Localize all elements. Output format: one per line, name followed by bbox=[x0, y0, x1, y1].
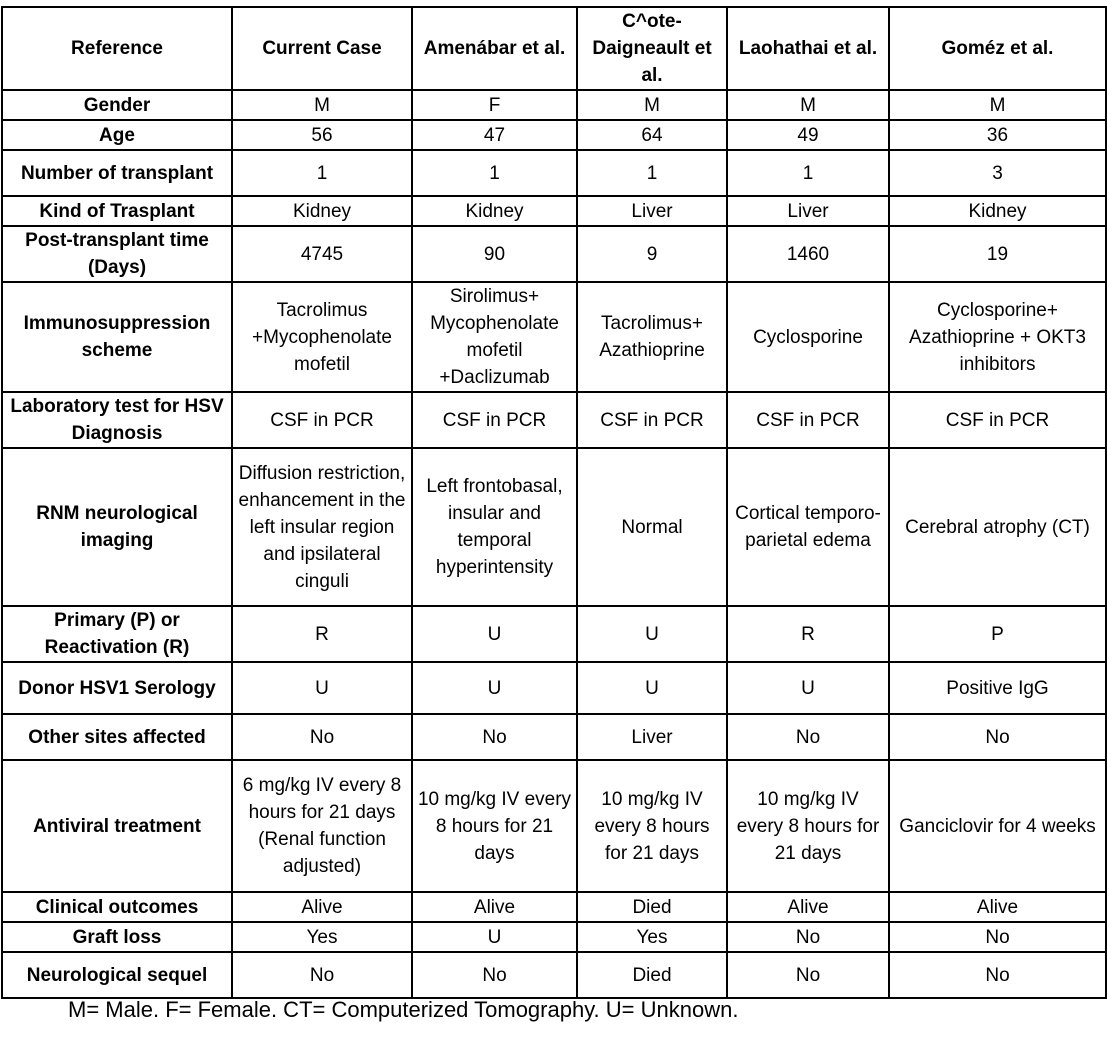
table-row bbox=[2, 662, 1106, 714]
column-header: Current Case bbox=[232, 7, 412, 90]
table-cell: R bbox=[232, 606, 412, 662]
table-cell: CSF in PCR bbox=[577, 392, 727, 448]
table-cell: Ganciclovir for 4 weeks bbox=[889, 760, 1106, 892]
table-cell: U bbox=[232, 662, 412, 714]
row-header: Neurological sequel bbox=[2, 952, 232, 998]
table-cell: Alive bbox=[232, 892, 412, 922]
table-cell: No bbox=[727, 952, 889, 998]
table-cell: 9 bbox=[577, 226, 727, 282]
table-cell: M bbox=[727, 90, 889, 120]
table-cell: 19 bbox=[889, 226, 1106, 282]
table-cell: No bbox=[889, 922, 1106, 952]
table-cell: CSF in PCR bbox=[889, 392, 1106, 448]
table-cell: 1 bbox=[232, 150, 412, 196]
table-cell: 47 bbox=[412, 120, 577, 150]
row-header: Post-transplant time (Days) bbox=[2, 226, 232, 282]
table-cell: Cyclosporine bbox=[727, 282, 889, 392]
table-cell: Died bbox=[577, 892, 727, 922]
column-header: Reference bbox=[2, 7, 232, 90]
row-header: Immunosuppression scheme bbox=[2, 282, 232, 392]
table-row bbox=[2, 90, 1106, 120]
table-cell: U bbox=[412, 606, 577, 662]
table-cell: No bbox=[727, 714, 889, 760]
row-header: Primary (P) or Reactivation (R) bbox=[2, 606, 232, 662]
table-cell: 90 bbox=[412, 226, 577, 282]
table-cell: Kidney bbox=[412, 196, 577, 226]
table-cell: Liver bbox=[577, 196, 727, 226]
table-row bbox=[2, 448, 1106, 606]
table-row bbox=[2, 282, 1106, 392]
table-cell: Yes bbox=[577, 922, 727, 952]
row-header: Antiviral treatment bbox=[2, 760, 232, 892]
row-header: Number of transplant bbox=[2, 150, 232, 196]
table-cell: Left frontobasal, insular and temporal hyperintensity bbox=[412, 448, 577, 606]
table-cell: 3 bbox=[889, 150, 1106, 196]
table-cell: U bbox=[577, 606, 727, 662]
table-cell: Cortical temporo-parietal edema bbox=[727, 448, 889, 606]
row-header: Clinical outcomes bbox=[2, 892, 232, 922]
table-cell: CSF in PCR bbox=[232, 392, 412, 448]
table-row bbox=[2, 226, 1106, 282]
table-cell: Tacrolimus +Mycophenolate mofetil bbox=[232, 282, 412, 392]
table-cell: No bbox=[727, 922, 889, 952]
table-cell: Cerebral atrophy (CT) bbox=[889, 448, 1106, 606]
column-header: C^ote-Daigneault et al. bbox=[577, 7, 727, 90]
column-header: Laohathai et al. bbox=[727, 7, 889, 90]
table-cell: 10 mg/kg IV every 8 hours for 21 days bbox=[412, 760, 577, 892]
table-cell: 36 bbox=[889, 120, 1106, 150]
table-cell: 49 bbox=[727, 120, 889, 150]
comparison-table bbox=[1, 6, 1107, 999]
table-cell: M bbox=[232, 90, 412, 120]
row-header: RNM neurological imaging bbox=[2, 448, 232, 606]
table-cell: U bbox=[577, 662, 727, 714]
table-row bbox=[2, 606, 1106, 662]
table-cell: P bbox=[889, 606, 1106, 662]
table-cell: 6 mg/kg IV every 8 hours for 21 days (Renal function adjusted) bbox=[232, 760, 412, 892]
table-cell: Liver bbox=[577, 714, 727, 760]
table-cell: Alive bbox=[727, 892, 889, 922]
table-row bbox=[2, 922, 1106, 952]
table-row bbox=[2, 150, 1106, 196]
table-cell: R bbox=[727, 606, 889, 662]
table-cell: Positive IgG bbox=[889, 662, 1106, 714]
table-cell: Died bbox=[577, 952, 727, 998]
table-cell: CSF in PCR bbox=[412, 392, 577, 448]
table-cell: No bbox=[889, 952, 1106, 998]
table-cell: U bbox=[727, 662, 889, 714]
table-cell: 1 bbox=[412, 150, 577, 196]
table-cell: No bbox=[889, 714, 1106, 760]
table-cell: 4745 bbox=[232, 226, 412, 282]
table-cell: 56 bbox=[232, 120, 412, 150]
table-cell: CSF in PCR bbox=[727, 392, 889, 448]
table-cell: Diffusion restriction, enhancement in the left insular region and ipsilateral cinguli bbox=[232, 448, 412, 606]
table-cell: Sirolimus+ Mycophenolate mofetil +Daclizumab bbox=[412, 282, 577, 392]
table-row bbox=[2, 120, 1106, 150]
table-cell: 1 bbox=[577, 150, 727, 196]
column-header: Amenábar et al. bbox=[412, 7, 577, 90]
table-cell: No bbox=[232, 952, 412, 998]
table-cell: 1460 bbox=[727, 226, 889, 282]
table-cell: No bbox=[412, 714, 577, 760]
table-row bbox=[2, 892, 1106, 922]
table-cell: 10 mg/kg IV every 8 hours for 21 days bbox=[727, 760, 889, 892]
table-cell: 10 mg/kg IV every 8 hours for 21 days bbox=[577, 760, 727, 892]
table-cell: No bbox=[412, 952, 577, 998]
table-cell: 64 bbox=[577, 120, 727, 150]
table-row bbox=[2, 952, 1106, 998]
table-cell: U bbox=[412, 922, 577, 952]
table-cell: Kidney bbox=[232, 196, 412, 226]
table-cell: Cyclosporine+ Azathioprine + OKT3 inhibitors bbox=[889, 282, 1106, 392]
row-header: Graft loss bbox=[2, 922, 232, 952]
row-header: Laboratory test for HSV Diagnosis bbox=[2, 392, 232, 448]
row-header: Other sites affected bbox=[2, 714, 232, 760]
table-cell: No bbox=[232, 714, 412, 760]
table-cell: Tacrolimus+ Azathioprine bbox=[577, 282, 727, 392]
table-row bbox=[2, 714, 1106, 760]
row-header: Gender bbox=[2, 90, 232, 120]
row-header: Age bbox=[2, 120, 232, 150]
table-footnote: M= Male. F= Female. CT= Computerized Tomography. U= Unknown. bbox=[68, 997, 739, 1022]
table-cell: Alive bbox=[889, 892, 1106, 922]
table-cell: Liver bbox=[727, 196, 889, 226]
table-cell: Yes bbox=[232, 922, 412, 952]
table-cell: M bbox=[577, 90, 727, 120]
column-header: Goméz et al. bbox=[889, 7, 1106, 90]
table-cell: 1 bbox=[727, 150, 889, 196]
row-header: Donor HSV1 Serology bbox=[2, 662, 232, 714]
table-cell: Alive bbox=[412, 892, 577, 922]
table-cell: M bbox=[889, 90, 1106, 120]
table-cell: Normal bbox=[577, 448, 727, 606]
table-cell: F bbox=[412, 90, 577, 120]
table-cell: Kidney bbox=[889, 196, 1106, 226]
table-row bbox=[2, 760, 1106, 892]
row-header: Kind of Trasplant bbox=[2, 196, 232, 226]
table-row bbox=[2, 196, 1106, 226]
table-row bbox=[2, 392, 1106, 448]
table-cell: U bbox=[412, 662, 577, 714]
header-row bbox=[2, 7, 1106, 90]
